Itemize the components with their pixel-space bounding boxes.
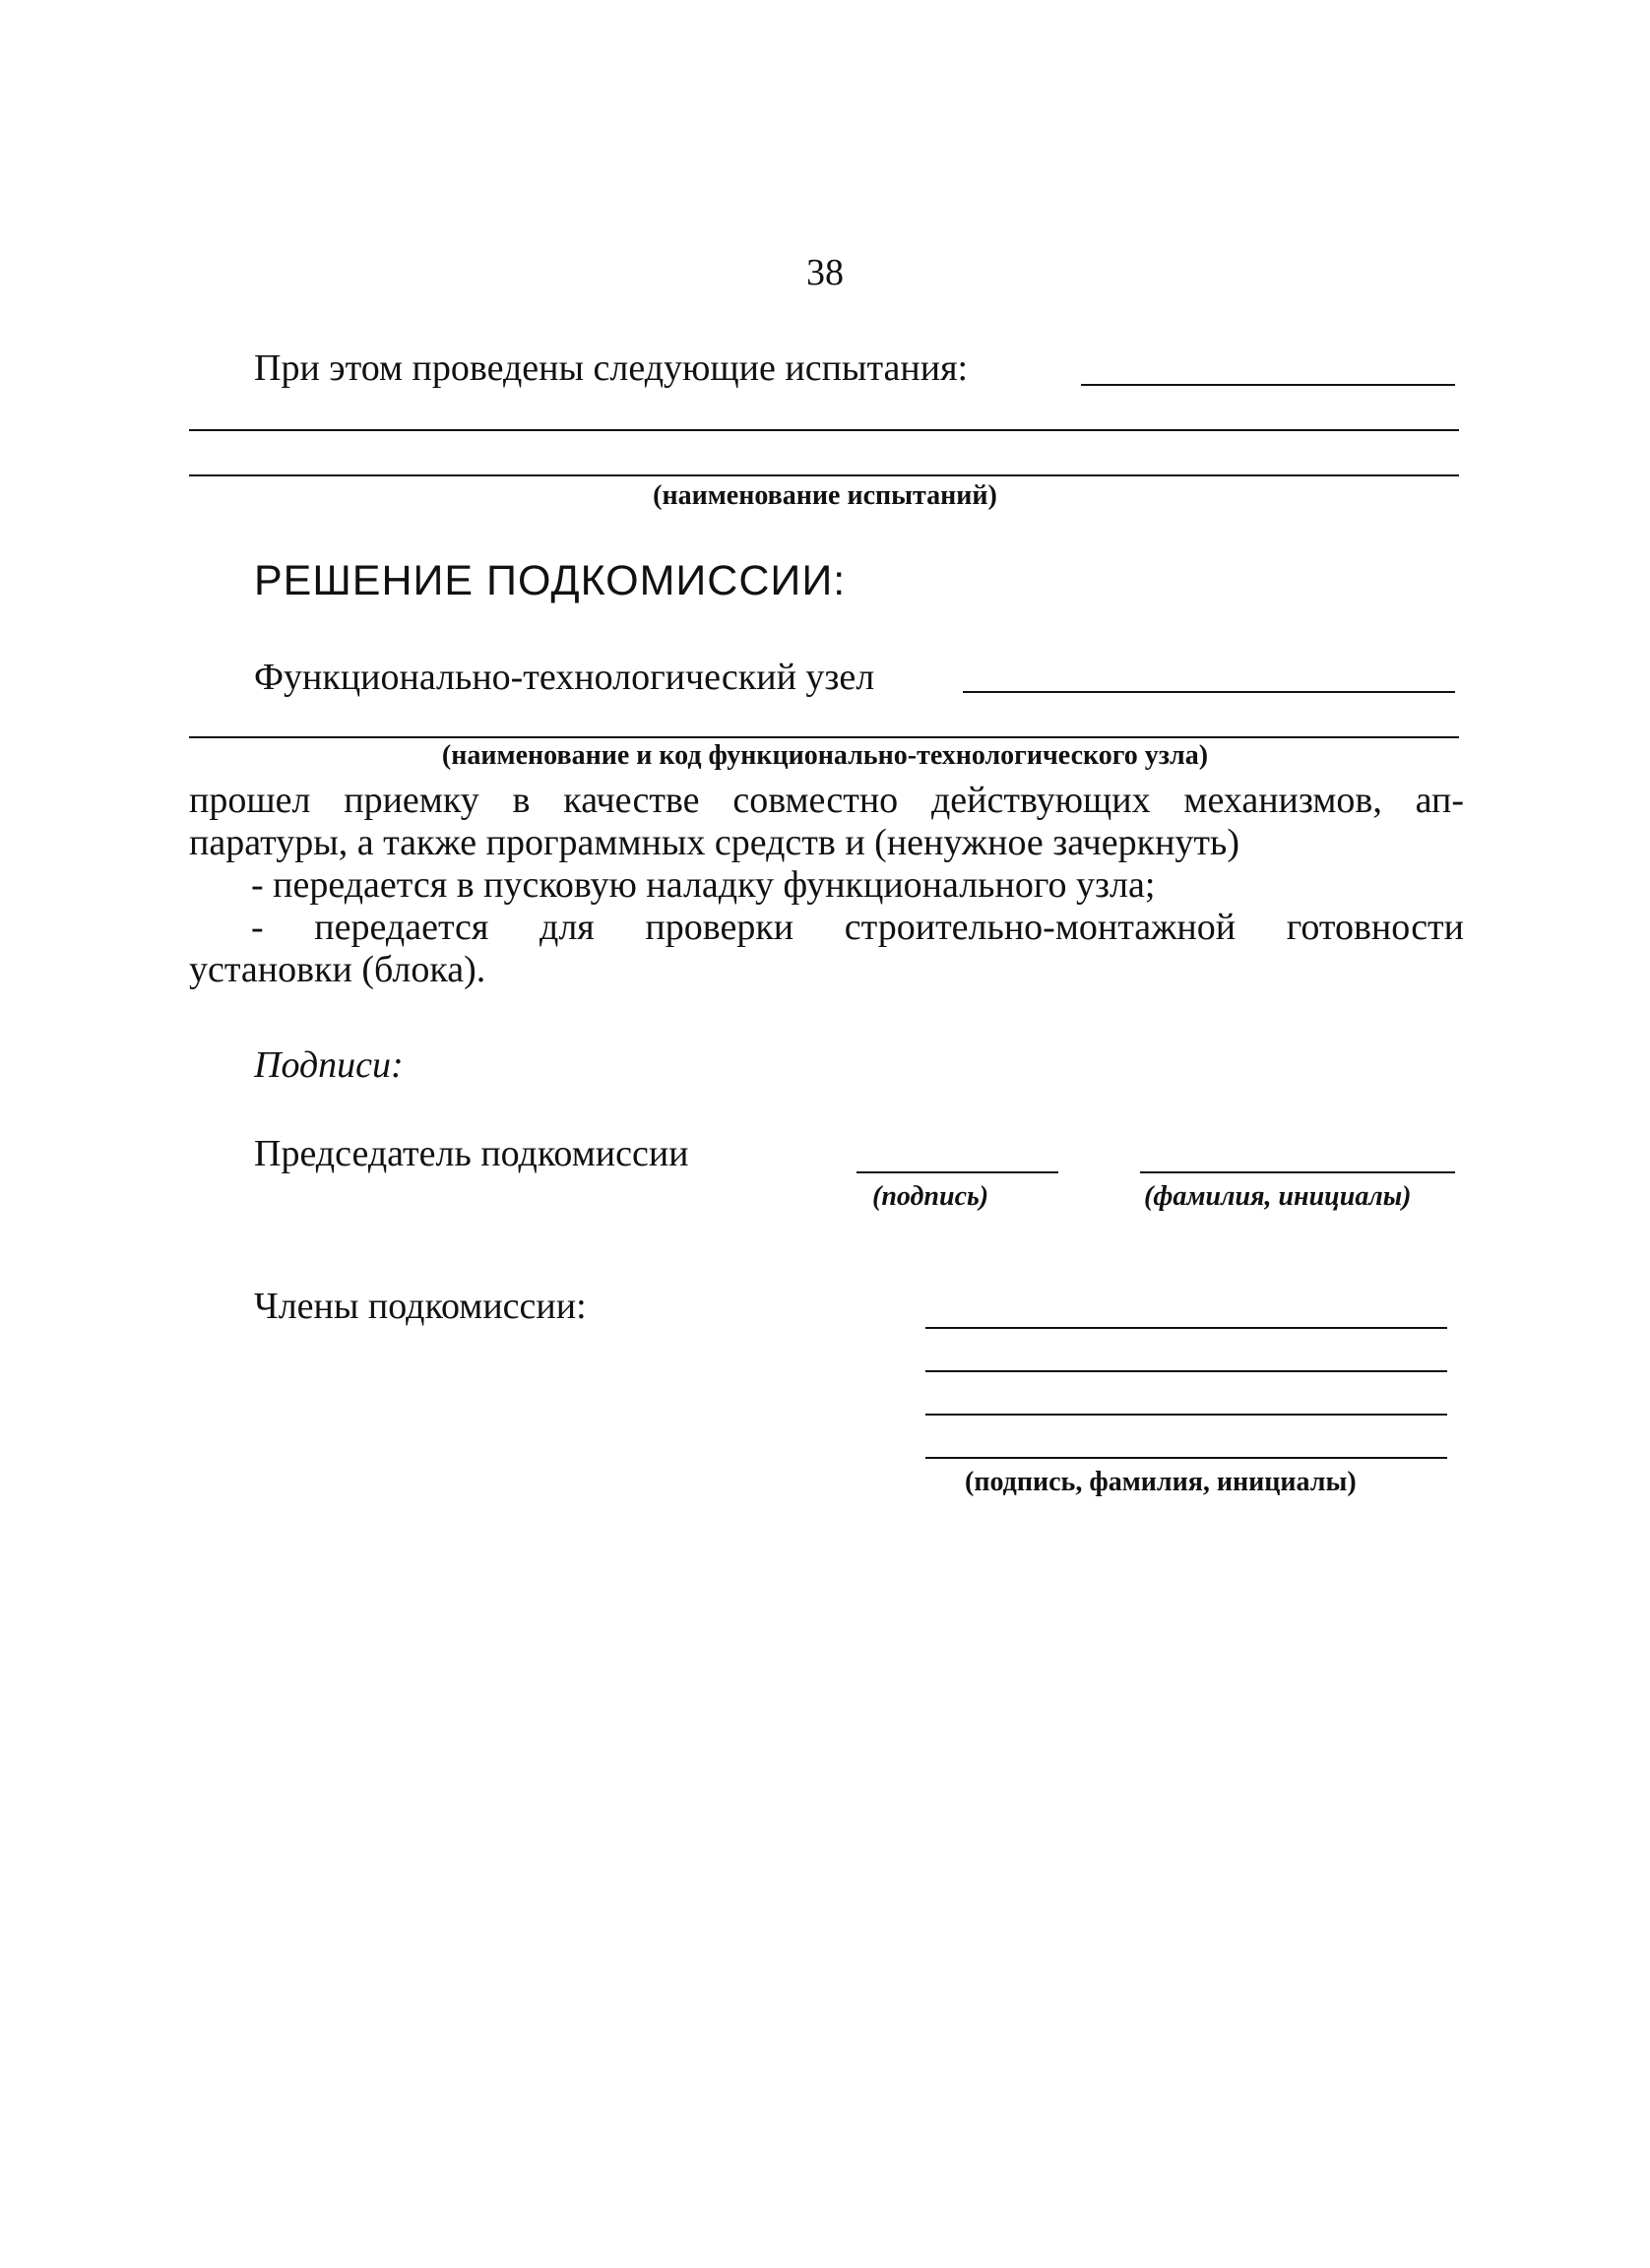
bullet-item: - передается в пусковую наладку функционального узла; (251, 864, 1156, 906)
member-signature-line[interactable] (925, 1414, 1447, 1416)
tests-intro-label: При этом проведены следующие испытания: (254, 347, 969, 389)
page-number: 38 (806, 252, 844, 293)
bullet-item-continuation: установки (блока). (189, 949, 486, 990)
unit-fill-line[interactable] (189, 736, 1459, 738)
members-caption: (подпись, фамилия, инициалы) (965, 1467, 1357, 1497)
unit-label: Функционально-технологический узел (254, 657, 875, 698)
body-line: паратуры, а также программных средств и (ненужное зачеркнуть) (189, 822, 1240, 863)
unit-fill-line[interactable] (963, 691, 1455, 693)
body-line: прошел приемку в качестве совместно действующих механизмов, ап- (189, 780, 1464, 821)
member-signature-line[interactable] (925, 1370, 1447, 1372)
tests-fill-line[interactable] (189, 429, 1459, 431)
decision-body (189, 780, 1464, 991)
bullet-item: - передается для проверки строительно-монтажной готовности (251, 907, 1464, 948)
chairman-label: Председатель подкомиссии (254, 1133, 689, 1174)
unit-caption: (наименование и код функционально-технологического узла) (441, 740, 1209, 771)
signature-caption: (подпись) (872, 1181, 989, 1212)
member-signature-line[interactable] (925, 1457, 1447, 1459)
member-signature-line[interactable] (925, 1327, 1447, 1329)
members-label: Члены подкомиссии: (254, 1286, 587, 1327)
tests-fill-line[interactable] (189, 474, 1459, 476)
decision-title: РЕШЕНИЕ ПОДКОМИССИИ: (254, 557, 847, 604)
tests-caption: (наименование испытаний) (653, 480, 997, 511)
tests-fill-line[interactable] (1081, 384, 1455, 386)
name-caption: (фамилия, инициалы) (1144, 1181, 1412, 1212)
chairman-name-line[interactable] (1140, 1171, 1455, 1173)
chairman-signature-line[interactable] (857, 1171, 1058, 1173)
signatures-label: Подписи: (254, 1044, 404, 1086)
